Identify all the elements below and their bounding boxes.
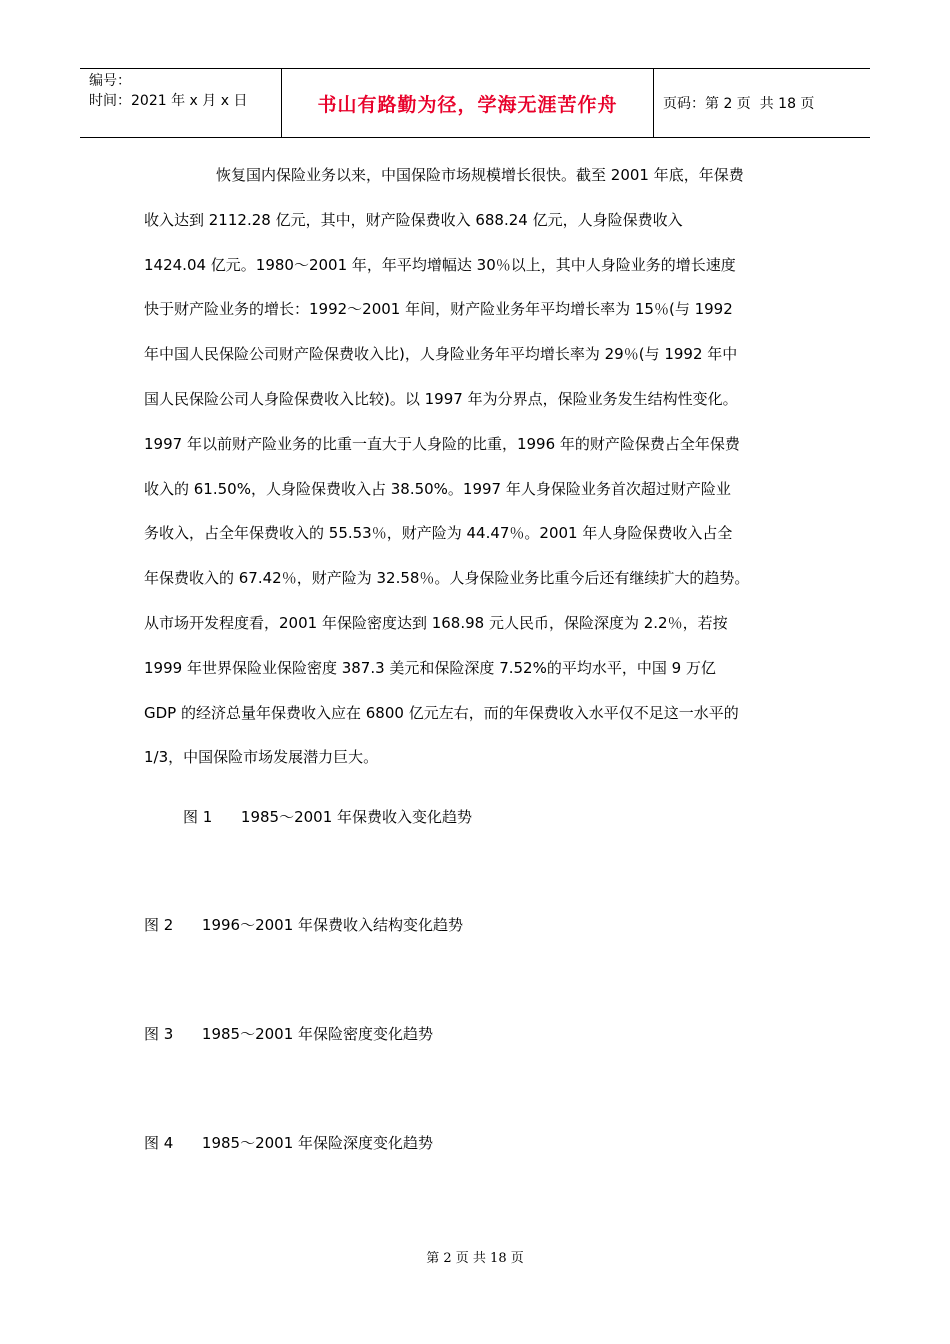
paragraph-line: GDP 的经济总量年保费收入应在 6800 亿元左右，而的年保费收入水平仅不足这一水平的 <box>144 703 739 722</box>
paragraph-line: 收入达到 2112.28 亿元，其中，财产险保费收入 688.24 亿元，人身险保费收入 <box>144 210 683 229</box>
motto-text: 书山有路勤为径，学海无涯苦作舟 <box>317 93 618 116</box>
document-number-label: 编号： <box>89 73 131 89</box>
paragraph-line: 快于财产险业务的增长：1992～2001 年间，财产险业务年平均增长率为 15％(与 1992 <box>144 300 733 319</box>
page-info-text: 页码：第 2 页 共 18 页 <box>663 96 815 112</box>
paragraph-line: 年中国人民保险公司财产险保费收入比)，人身险业务年平均增长率为 29％(与 1992 年中 <box>144 345 738 364</box>
paragraph-line: 1997 年以前财产险业务的比重一直大于人身险的比重，1996 年的财产险保费占全年保费 <box>144 434 740 453</box>
figure-4-caption: 图 4 1985～2001 年保险深度变化趋势 <box>144 1134 434 1152</box>
figure-3-caption: 图 3 1985～2001 年保险密度变化趋势 <box>144 1025 434 1043</box>
header-table <box>80 68 870 138</box>
paragraph-line: 恢复国内保险业务以来，中国保险市场规模增长很快。截至 2001 年底，年保费 <box>216 166 744 184</box>
paragraph-line: 1/3，中国保险市场发展潜力巨大。 <box>144 748 379 767</box>
paragraph-line: 务收入，占全年保费收入的 55.53％，财产险为 44.47％。2001 年人身险保费收入占全 <box>144 524 733 543</box>
paragraph-line: 1424.04 亿元。1980～2001 年，年平均增幅达 30％以上，其中人身险业务的增长速度 <box>144 255 736 274</box>
paragraph-line: 年保费收入的 67.42％，财产险为 32.58％。人身保险业务比重今后还有继续扩大的趋势。 <box>144 569 750 588</box>
paragraph-line: 国人民保险公司人身险保费收入比较)。以 1997 年为分界点，保险业务发生结构性变化。 <box>144 389 738 408</box>
header-meta-cell <box>80 69 281 137</box>
page-footer: 第 2 页 共 18 页 <box>426 1251 524 1266</box>
paragraph-line: 收入的 61.50%，人身险保费收入占 38.50%。1997 年人身保险业务首次超过财产险业 <box>144 479 731 498</box>
figure-1-caption: 图 1 1985～2001 年保费收入变化趋势 <box>183 808 473 826</box>
figure-2-caption: 图 2 1996～2001 年保费收入结构变化趋势 <box>144 916 464 934</box>
paragraph-line: 从市场开发程度看，2001 年保险密度达到 168.98 元人民币，保险深度为 2.2％，若按 <box>144 613 728 632</box>
paragraph-line: 1999 年世界保险业保险密度 387.3 美元和保险深度 7.52%的平均水平，中国 9 万亿 <box>144 658 716 677</box>
header-page-cell <box>654 69 870 137</box>
body-paragraph <box>144 153 814 780</box>
header-motto-cell <box>281 69 654 137</box>
document-date-label: 时间：2021 年 x 月 x 日 <box>89 93 248 109</box>
